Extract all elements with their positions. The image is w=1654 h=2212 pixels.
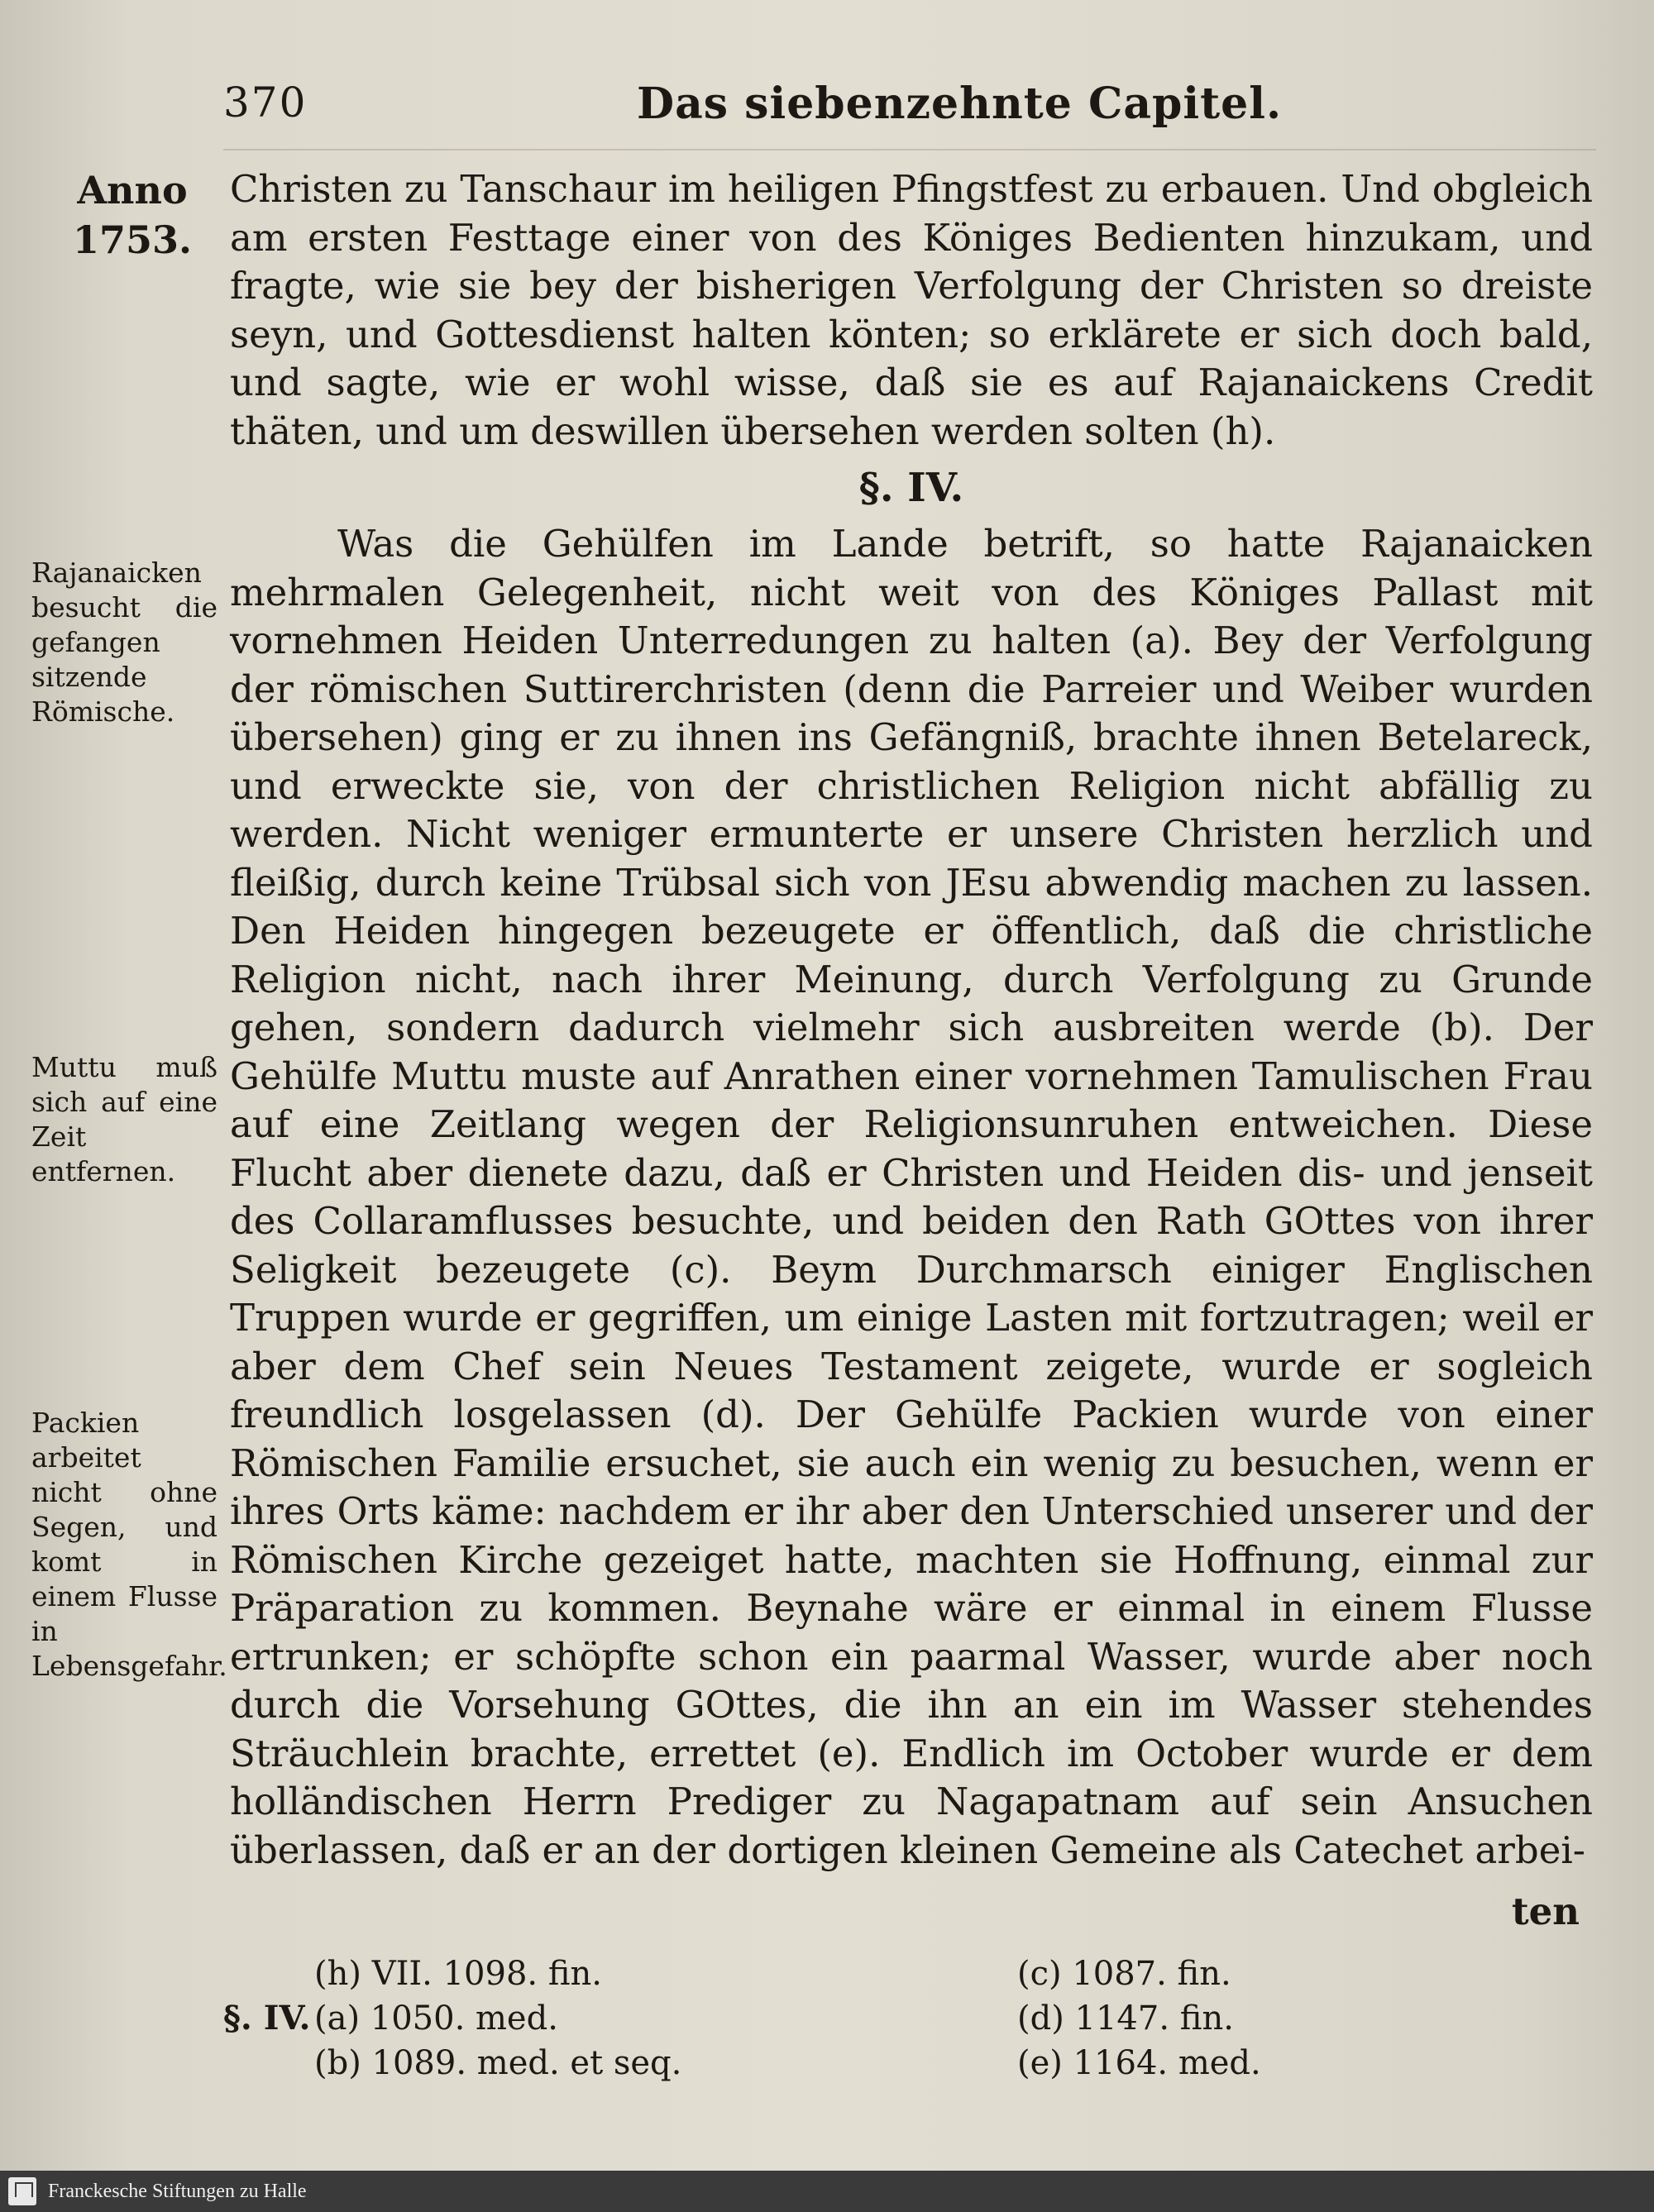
main-text: [230, 165, 1593, 1875]
header-rule: [223, 149, 1596, 150]
footnotes-left-column: [223, 1952, 968, 2085]
footnote-b: (b) 1089. med. et seq.: [314, 2044, 682, 2082]
year-marginal: [70, 165, 194, 265]
paragraph-2: Was die Gehülfen im Lande betrift, so hatte Rajanaicken mehrmalen Gelegenheit, nicht weit von des Königes Pallast mit vornehmen Heiden Unterredungen zu halten (a). Bey der Verfolgung der römischen Suttirerchristen (denn die Parreier und Weiber wurden übersehen) ging er zu ihnen ins Gefängniß, brachte ihnen Betelareck, und erweckte sie, von der christlichen Religion nicht abfällig zu werden. Nicht weniger ermunterte er unsere Christen herzlich und fleißig, durch keine Trübsal sich von JEsu abwendig machen zu lassen. Den Heiden hingegen bezeugete er öffentlich, daß die christliche Religion nicht, nach ihrer Meinung, durch Verfolgung zu Grunde gehen, sondern dadurch vielmehr sich ausbreiten werde (b). Der Gehülfe Muttu muste auf Anrathen einer vornehmen Tamulischen Frau auf eine Zeitlang wegen der Religionsunruhen entweichen. Diese Flucht aber dienete dazu, daß er Christen und Heiden dis- und jenseit des Collaramflusses besuchte, und beiden den Rath GOttes von ihrer Seligkeit bezeugete (c). Beym Durchmarsch einiger Englischen Truppen wurde er gegriffen, um einige Lasten mit fortzutragen; weil er aber dem Chef sein Neues Testament zeigete, wurde er sogleich freundlich losgelassen (d). Der Gehülfe Packien wurde von einer Römischen Familie ersuchet, sie auch ein wenig zu besuchen, wenn er ihres Orts käme: nachdem er ihr aber den Unterschied unserer und der Römischen Kirche gezeiget hatte, machten sie Hoffnung, einmal zur Präparation zu kommen. Beynahe wäre er einmal in einem Flusse ertrunken; er schöpfte schon ein paarmal Wasser, wurde aber noch durch die Vorsehung GOttes, die ihn an ein im Wasser stehendes Sträuchlein brachte, errettet (e). Endlich im October wurde er dem holländischen Herrn Prediger zu Nagapatnam auf sein Ansuchen überlassen, daß er an der dortigen kleinen Gemeine als Catechet arbei-: [230, 522, 1593, 1872]
anno-year: 1753.: [72, 217, 193, 262]
paragraph-1: Christen zu Tanschaur im heiligen Pfingstfest zu erbauen. Und obgleich am ersten Festtage einer von des Königes Bedienten hinzukam, und fragte, wie sie bey der bisherigen Verfolgung der Christen so dreiste seyn, und Gottesdienst halten könten; so erklärete er sich doch bald, und sagte, wie er wohl wisse, daß sie es auf Rajanaickens Credit thäten, und um deswillen übersehen werden solten (h).: [230, 167, 1593, 453]
footnote-a: (a) 1050. med.: [314, 1999, 558, 2038]
running-head: Das siebenzehnte Capitel.: [637, 79, 1283, 129]
page-number: 370: [223, 79, 308, 127]
footnote-line: [223, 2041, 968, 2085]
footnote-line: [223, 1952, 968, 1996]
footnotes: [223, 1952, 1596, 2100]
footnote-line: [223, 1996, 968, 2041]
footnotes-right-column: [1017, 1952, 1513, 2085]
footer-bar: [0, 2171, 1654, 2212]
section-heading: §. IV.: [858, 465, 964, 511]
catchword: ten: [1511, 1890, 1580, 1933]
footnote-c: (c) 1087. fin.: [1017, 1955, 1231, 1993]
margin-note-packien: Packien arbeitet nicht ohne Segen, und komt in einem Flusse in Lebensgefahr.: [31, 1407, 227, 1682]
margin-note-muttu: Muttu muß sich auf eine Zeit entfernen.: [31, 1051, 218, 1187]
footnote-e: (e) 1164. med.: [1017, 2044, 1261, 2082]
page-header: [223, 79, 1596, 136]
institution-name: Franckesche Stiftungen zu Halle: [48, 2181, 307, 2202]
footnote-d: (d) 1147. fin.: [1017, 1999, 1234, 2038]
margin-note-rajanaicken: Rajanaicken besucht die gefangen sitzende Römische.: [31, 557, 218, 728]
institution-logo-icon: [8, 2177, 36, 2205]
footnote-section-label: §. IV.: [223, 1999, 311, 2038]
anno-label: Anno: [77, 168, 188, 213]
footnote-h: (h) VII. 1098. fin.: [314, 1955, 602, 1993]
